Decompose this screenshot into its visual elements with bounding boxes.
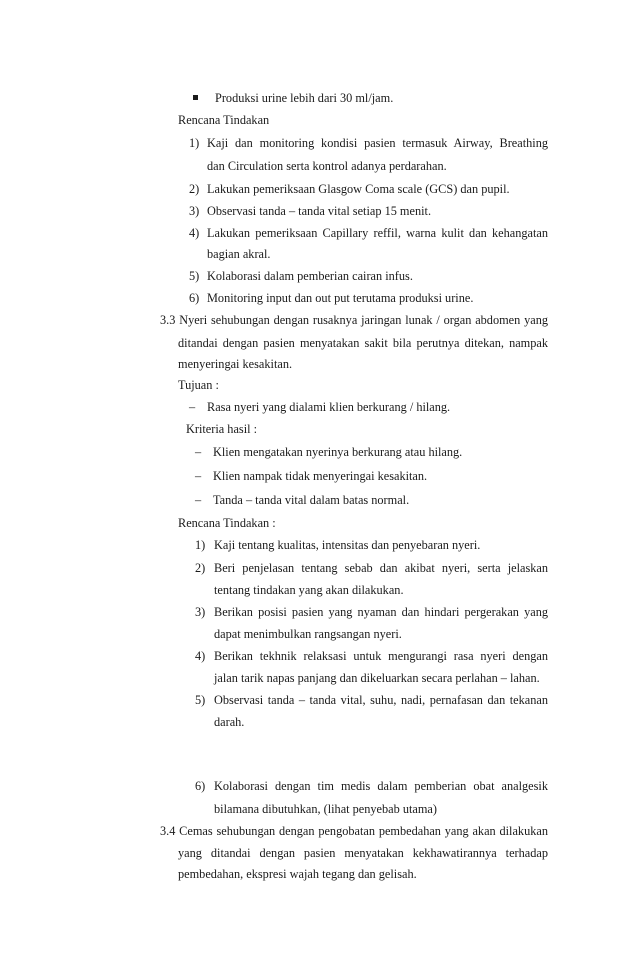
- dash-icon: –: [195, 469, 202, 483]
- rt1-item-3: Observasi tanda – tanda vital setiap 15 menit.: [207, 204, 432, 218]
- kriteria-label: Kriteria hasil :: [186, 422, 258, 436]
- rt1-num-4: 4): [189, 226, 200, 240]
- rt2-item-1: Kaji tentang kualitas, intensitas dan penyebaran nyeri.: [214, 538, 481, 552]
- justified-text: Lakukan pemeriksaan Capillary reffil, warna kulit dan kehangatan: [207, 226, 548, 240]
- rt1-num-5: 5): [189, 269, 200, 283]
- justified-text: ditandai dengan pasien menyatakan sakit bila perutnya ditekan, nampak: [178, 336, 548, 350]
- dash-icon: –: [195, 493, 202, 507]
- rt2-item-4-line-2: jalan tarik napas panjang dan dikeluarkan secara perlahan – lahan.: [214, 671, 540, 685]
- rt1-num-2: 2): [189, 182, 200, 196]
- rt2-item-2-line-1: [214, 560, 548, 576]
- tujuan-label: Tujuan :: [178, 378, 219, 392]
- rt2-num-4: 4): [195, 649, 206, 663]
- rt1-item-5: Kolaborasi dalam pemberian cairan infus.: [207, 269, 413, 283]
- rt2-item-5-line-1: [214, 692, 548, 708]
- rt1-item-6: Monitoring input dan out put terutama produksi urine.: [207, 291, 474, 305]
- rt2-num-1: 1): [195, 538, 206, 552]
- rt2-num-3: 3): [195, 605, 206, 619]
- s33-line-1: [160, 312, 548, 328]
- s34-line-2: [178, 845, 548, 861]
- justified-text: Observasi tanda – tanda vital, suhu, nadi, pernafasan dan tekanan: [214, 693, 548, 707]
- rencana-tindakan-heading: Rencana Tindakan: [178, 113, 270, 127]
- rt1-item-4-line-2: bagian akral.: [207, 247, 271, 261]
- rt2-item-6-line-1: [214, 778, 548, 794]
- square-bullet-icon: [193, 95, 198, 100]
- s34-line-1: [160, 823, 548, 839]
- rt2-num-5: 5): [195, 693, 206, 707]
- rt1-num-3: 3): [189, 204, 200, 218]
- rt2-item-6-line-2: bilamana dibutuhkan, (lihat penyebab utama): [214, 802, 437, 816]
- justified-text: Kaji dan monitoring kondisi pasien termasuk Airway, Breathing: [207, 136, 548, 150]
- dash-icon: –: [195, 445, 202, 459]
- justified-text: Berikan posisi pasien yang nyaman dan hindari pergerakan yang: [214, 605, 548, 619]
- kriteria-item-3: Tanda – tanda vital dalam batas normal.: [213, 493, 410, 507]
- dash-icon: –: [189, 400, 196, 414]
- rt1-item-4-line-1: [207, 225, 548, 241]
- rt1-item-1-line-2: dan Circulation serta kontrol adanya perdarahan.: [207, 159, 447, 173]
- justified-text: 3.4 Cemas sehubungan dengan pengobatan pembedahan yang akan dilakukan: [160, 824, 548, 838]
- rt2-item-2-line-2: tentang tindakan yang akan dilakukan.: [214, 583, 404, 597]
- rt1-item-2: Lakukan pemeriksaan Glasgow Coma scale (GCS) dan pupil.: [207, 182, 510, 196]
- justified-text: 3.3 Nyeri sehubungan dengan rusaknya jaringan lunak / organ abdomen yang: [160, 313, 548, 327]
- s33-line-3: menyeringai kesakitan.: [178, 357, 293, 371]
- rt2-label: Rencana Tindakan :: [178, 516, 276, 530]
- rt1-num-1: 1): [189, 136, 200, 150]
- bullet-text: Produksi urine lebih dari 30 ml/jam.: [215, 91, 394, 105]
- rt2-item-4-line-1: [214, 648, 548, 664]
- tujuan-item: Rasa nyeri yang dialami klien berkurang / hilang.: [207, 400, 451, 414]
- rt2-num-2: 2): [195, 561, 206, 575]
- justified-text: yang ditandai dengan pasien menyatakan kekhawatirannya terhadap: [178, 846, 548, 860]
- rt2-item-3-line-1: [214, 604, 548, 620]
- rt2-num-6: 6): [195, 779, 206, 793]
- rt1-num-6: 6): [189, 291, 200, 305]
- rt1-item-1-line-1: [207, 135, 548, 151]
- s33-line-2: [178, 335, 548, 351]
- justified-text: Kolaborasi dengan tim medis dalam pemberian obat analgesik: [214, 779, 548, 793]
- kriteria-item-1: Klien mengatakan nyerinya berkurang atau hilang.: [213, 445, 463, 459]
- kriteria-item-2: Klien nampak tidak menyeringai kesakitan.: [213, 469, 428, 483]
- justified-text: Berikan tekhnik relaksasi untuk mengurangi rasa nyeri dengan: [214, 649, 548, 663]
- rt2-item-5-line-2: darah.: [214, 715, 245, 729]
- rt2-item-3-line-2: dapat menimbulkan rangsangan nyeri.: [214, 627, 402, 641]
- s34-line-3: pembedahan, ekspresi wajah tegang dan gelisah.: [178, 867, 417, 881]
- justified-text: Beri penjelasan tentang sebab dan akibat nyeri, serta jelaskan: [214, 561, 548, 575]
